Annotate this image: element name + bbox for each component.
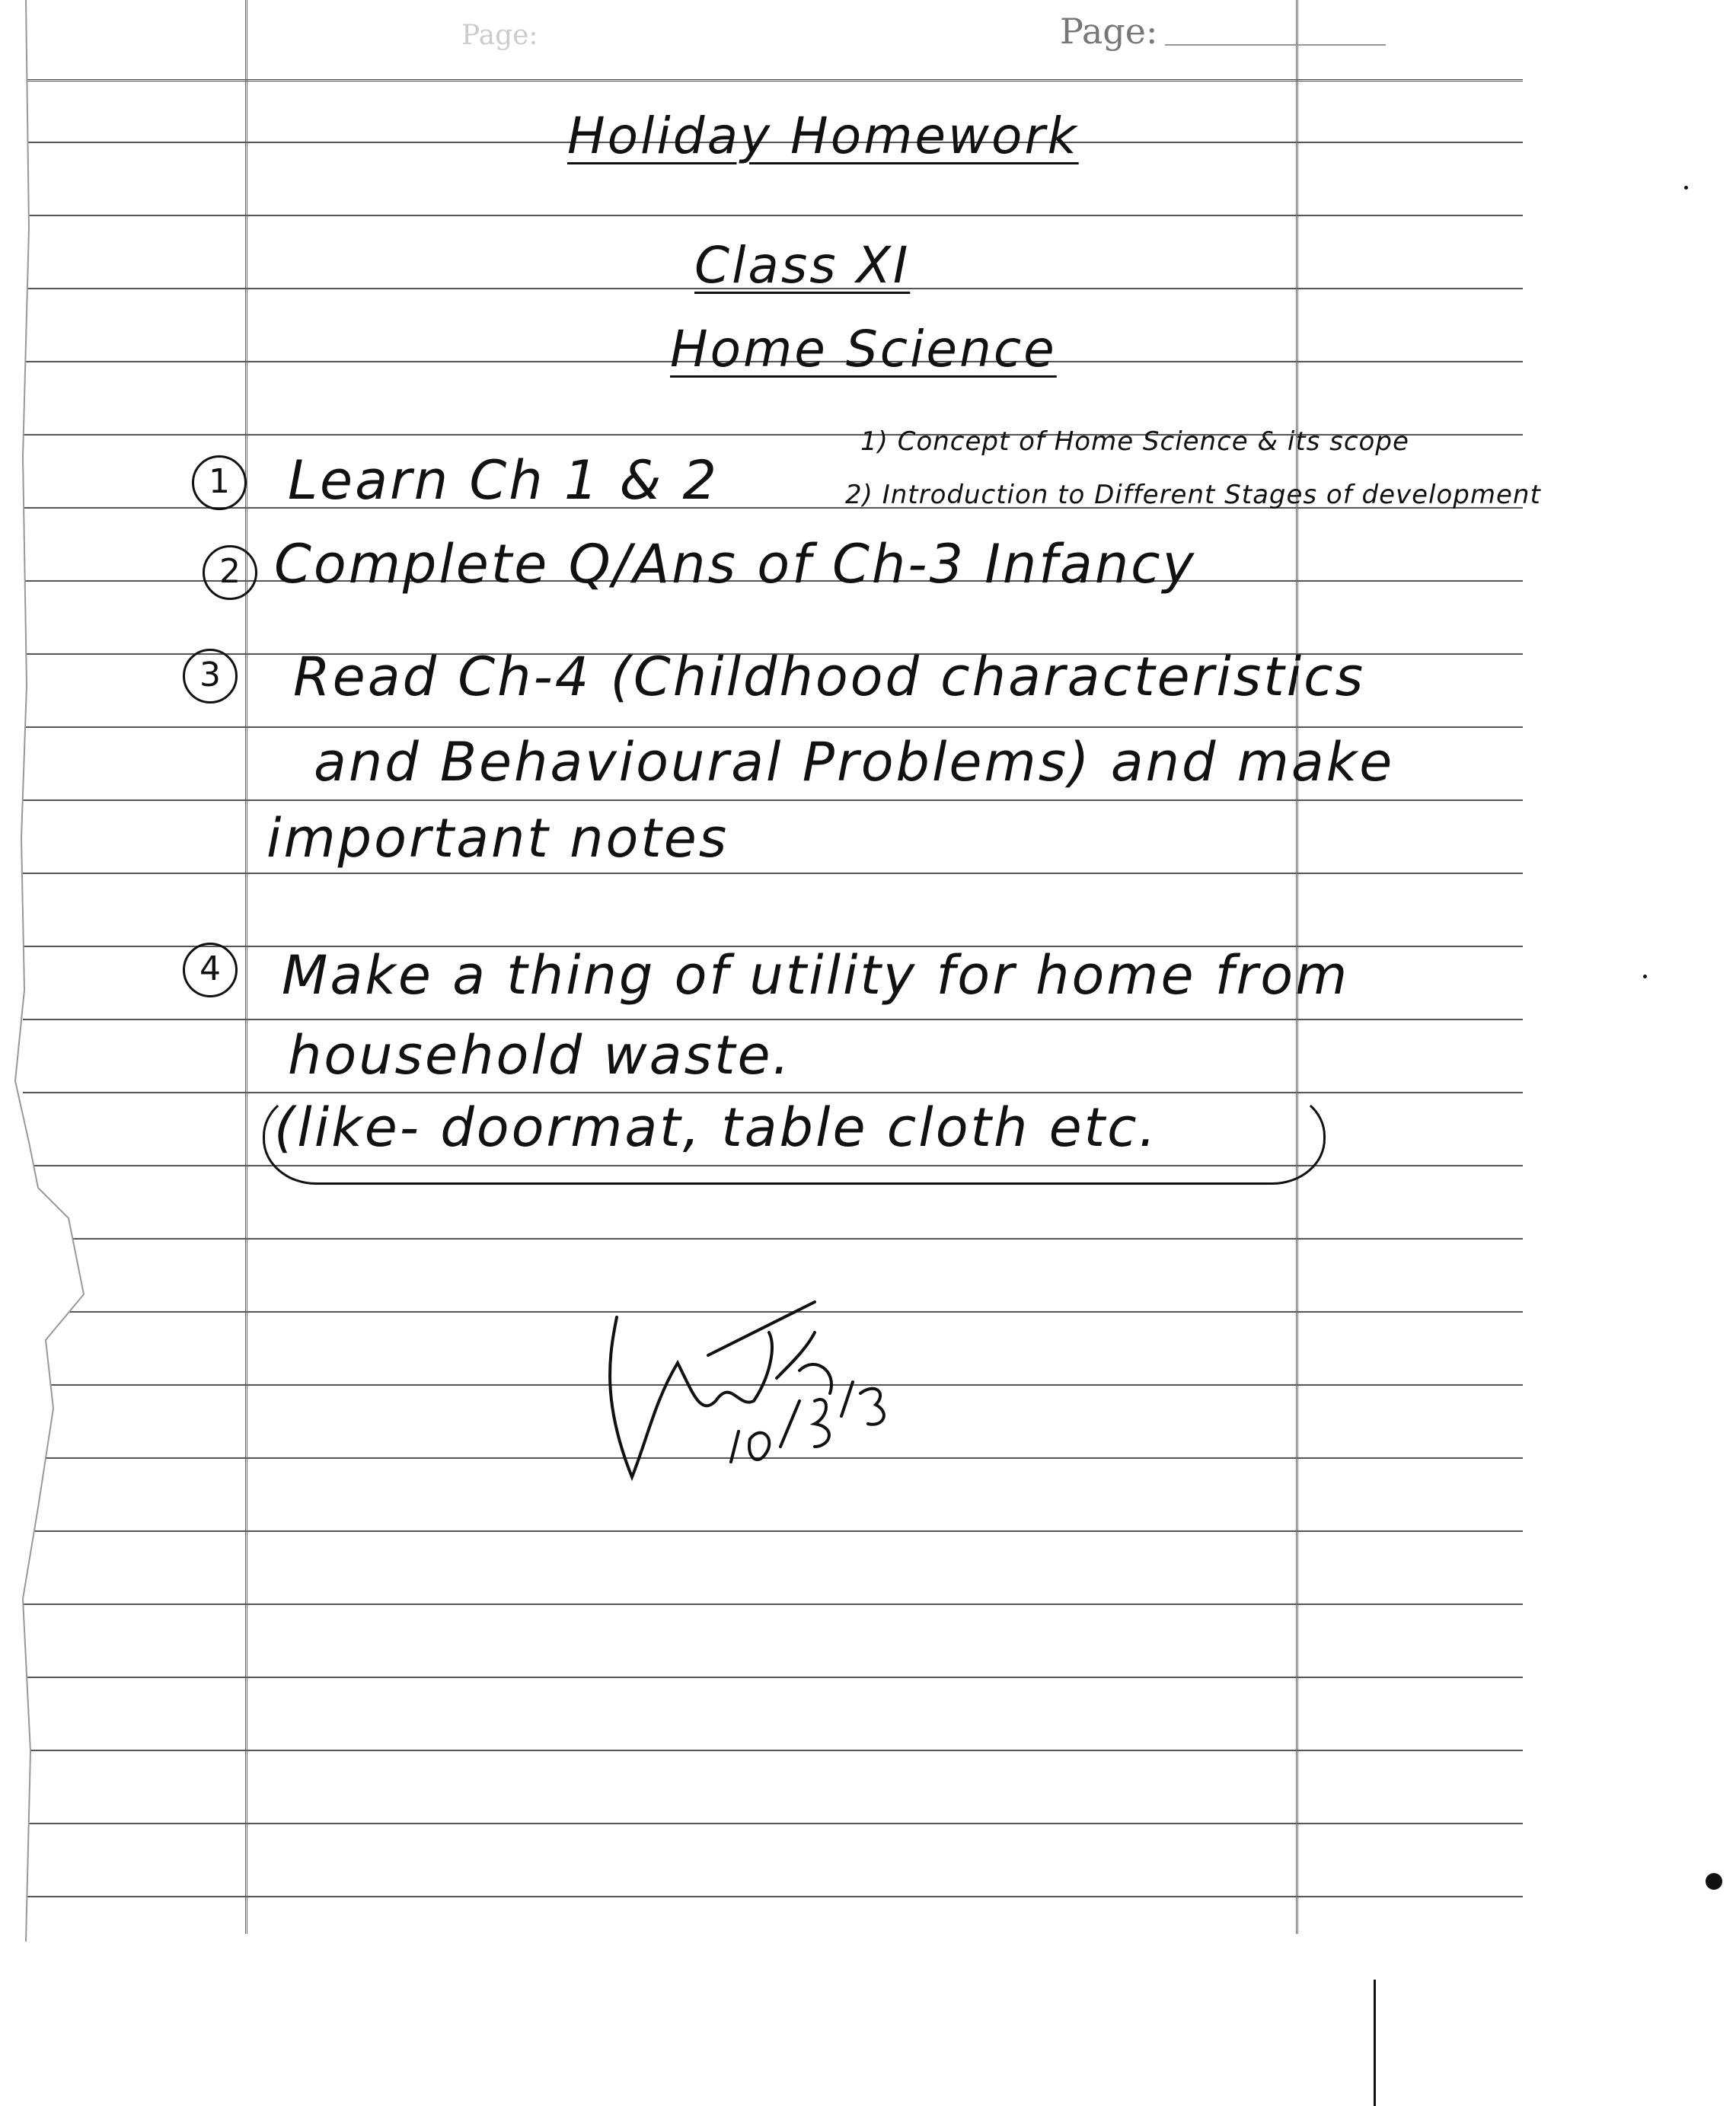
torn-edge <box>0 0 91 1942</box>
bracket-oval <box>263 1090 1326 1185</box>
left-margin-line <box>245 0 247 1934</box>
item-number: 2 <box>203 545 257 600</box>
item-text-line: (like- doormat, table cloth etc. <box>274 1096 1158 1159</box>
item-text-line: Read Ch-4 (Childhood characteristics <box>293 646 1366 708</box>
page-number-line <box>1165 44 1386 46</box>
item-text-line: and Behavioural Problems) and make <box>314 731 1395 793</box>
ink-speck <box>1706 1873 1722 1890</box>
ghost-page-label: Page: <box>461 20 538 51</box>
signature <box>586 1287 921 1492</box>
class-heading: Class XI <box>694 236 911 295</box>
item-note: 1) Concept of Home Science & its scope <box>860 426 1409 457</box>
item-number: 4 <box>183 943 238 997</box>
item-text: Complete Q/Ans of Ch-3 Infancy <box>274 533 1197 595</box>
ink-speck <box>1643 975 1647 978</box>
item-text-line: household waste. <box>288 1024 792 1087</box>
item-number: 1 <box>192 455 247 510</box>
ink-speck <box>1684 186 1688 190</box>
subject-heading: Home Science <box>670 320 1057 378</box>
item-text-line: Make a thing of utility for home from <box>282 944 1350 1007</box>
item-number: 3 <box>183 649 238 704</box>
page-label: Page: <box>1060 11 1158 52</box>
stray-line <box>1374 1980 1376 2106</box>
item-note: 2) Introduction to Different Stages of development <box>845 480 1541 510</box>
item-text: Learn Ch 1 & 2 <box>288 449 720 512</box>
strikethrough-mark <box>1150 426 1332 457</box>
page-title: Holiday Homework <box>567 107 1079 165</box>
item-text-line: important notes <box>266 807 729 870</box>
